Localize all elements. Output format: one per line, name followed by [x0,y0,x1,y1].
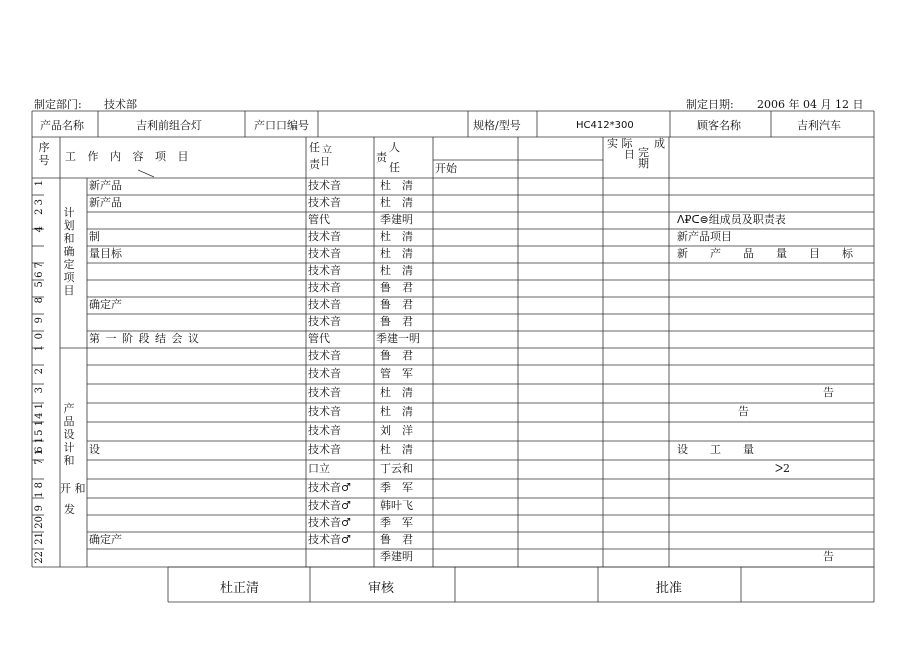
seq-number: 20 [34,516,45,529]
responsible-dept: 技术音 [308,263,341,277]
seq-number: 6 1 [34,437,45,453]
customer-value: 吉利汽车 [797,119,841,132]
responsible-person: 鲁 君 [380,314,413,328]
date-value: 2006 年 04 月 12 日 [757,98,864,111]
seq-number: 1 [34,345,45,352]
seq-number: 7 1 [34,449,45,465]
note-text: 告 [823,550,834,563]
seq-number: 8 [34,297,45,304]
responsible-person: 鲁 君 [380,297,413,311]
responsible-dept: 管代 [308,331,330,345]
responsible-person: 管 军 [380,366,413,380]
responsible-dept: 技术音♂ [308,532,351,546]
responsible-dept: 技术音 [308,280,341,294]
work-item: 第 一 阶 段 结 会 议 [89,331,200,345]
responsible-person: 丁云和 [380,461,413,475]
actual-header-c: 日 [624,148,635,161]
actual-header-e: 期 [638,157,649,170]
responsible-dept: 技术音 [308,229,341,243]
responsible-person: 季建明 [380,212,413,226]
responsible-person: 杜 清 [380,263,413,277]
dept-header-c: 责 [309,158,320,171]
dept-value: 技术部 [104,98,137,111]
responsible-person: 杜 清 [380,195,413,209]
person-header-c: 任 [389,161,400,174]
seq-number: 21 [34,532,45,545]
responsible-person: 季 军 [380,480,413,494]
note-text: 新 产 品 量 目 标 [677,246,853,260]
actual-header-b: 成 [654,137,665,150]
responsible-person: 鲁 君 [380,532,413,546]
product-code-label: 产口口编号 [254,119,309,132]
work-item: 确定产 [89,297,122,311]
responsible-person: 杜 清 [380,442,413,456]
work-item: 确定产 [89,532,122,546]
section-plan: 计划和确定项目 [63,206,75,297]
section-develop-a: 开 和 [60,482,86,495]
seq-number: 9 [34,317,45,324]
note-text: ᐳ2 [775,461,791,475]
person-header-b: 责 [376,151,387,164]
responsible-person: 杜 清 [380,229,413,243]
section-design: 产品设计和 [63,402,75,467]
seq-number: 3 [34,387,45,394]
work-item: 设 [89,442,100,456]
responsible-dept: 技术音 [308,348,341,362]
section-develop-b: 发 [64,503,75,516]
seq-header: 序号 [38,141,50,167]
start-header: 开始 [435,162,457,175]
seq-number: 2 3 [34,199,45,215]
note-text: 设 工 量 [677,442,754,456]
actual-header-a: 实 际 [607,137,633,150]
responsible-person: 刘 洋 [380,423,413,437]
responsible-dept: 管代 [308,212,330,226]
responsible-person: 季 军 [380,515,413,529]
responsible-person: 季建一明 [376,331,420,345]
responsible-dept: 技术音 [308,385,341,399]
dept-header-b: 立 [322,145,332,156]
responsible-person: 杜 清 [380,385,413,399]
author-sign: 杜正清 [220,581,260,596]
header-diagonal [138,168,158,178]
seq-number: 5 1 [34,420,45,436]
work-item: 新产品 [89,178,122,192]
seq-number: 0 [34,333,45,340]
person-header-a: 人 [389,141,400,154]
seq-number: 5 6 7 [34,262,45,288]
responsible-dept: 技术音 [308,423,341,437]
responsible-person: 季建明 [380,550,413,563]
responsible-person: 鲁 君 [380,348,413,362]
spec-value: HC412*300 [576,120,634,131]
product-name-label: 产品名称 [40,119,84,132]
customer-label: 顾客名称 [697,119,741,132]
responsible-person: 杜 清 [380,246,413,260]
product-name-value: 吉利前组合灯 [136,119,202,132]
responsible-person: 杜 清 [380,178,413,192]
responsible-dept: 口立 [308,461,330,475]
responsible-dept: 技术音♂ [308,498,351,512]
responsible-dept: 技术音 [308,195,341,209]
responsible-dept: 技术音 [308,404,341,418]
responsible-person: 杜 清 [380,404,413,418]
dept-header-d: 日 [320,157,330,168]
seq-number: 1 [34,180,45,187]
responsible-dept: 技术音 [308,246,341,260]
work-header: 工 作 内 容 项 目 [65,150,193,163]
responsible-dept: 技术音 [308,178,341,192]
actual-header-d: 完 [638,146,649,159]
responsible-person: 鲁 君 [380,280,413,294]
approve-label: 批准 [656,581,683,596]
dept-header-a: 任 [309,141,320,154]
responsible-dept: 技术音♂ [308,515,351,529]
responsible-dept: 技术音 [308,442,341,456]
work-item: 量目标 [89,246,122,260]
responsible-dept: 技术音 [308,297,341,311]
seq-number: 1 8 [34,482,45,498]
work-item: 新产品 [89,195,122,209]
responsible-dept: 技术音 [308,366,341,380]
seq-number: 4 [34,226,45,233]
seq-number: 2 [34,368,45,375]
note-text: ᐱ₽ᑕ⊜组成员及职责表 [677,212,786,226]
responsible-dept: 技术音 [308,314,341,328]
note-text: 新产品项目 [677,229,732,243]
responsible-person: 韩叶飞 [380,498,413,512]
review-label: 审核 [368,581,395,596]
responsible-dept: 技术音♂ [308,480,351,494]
note-text: 告 [823,385,834,399]
seq-number: 9 [34,505,45,512]
work-item: 制 [89,229,100,243]
seq-number: 4 1 [34,403,45,419]
dept-label: 制定部门: [34,98,82,111]
seq-number: 22 [34,551,45,564]
note-text: 告 [738,404,749,418]
spec-label: 规格/型号 [473,119,521,132]
date-label: 制定日期: [686,98,734,111]
